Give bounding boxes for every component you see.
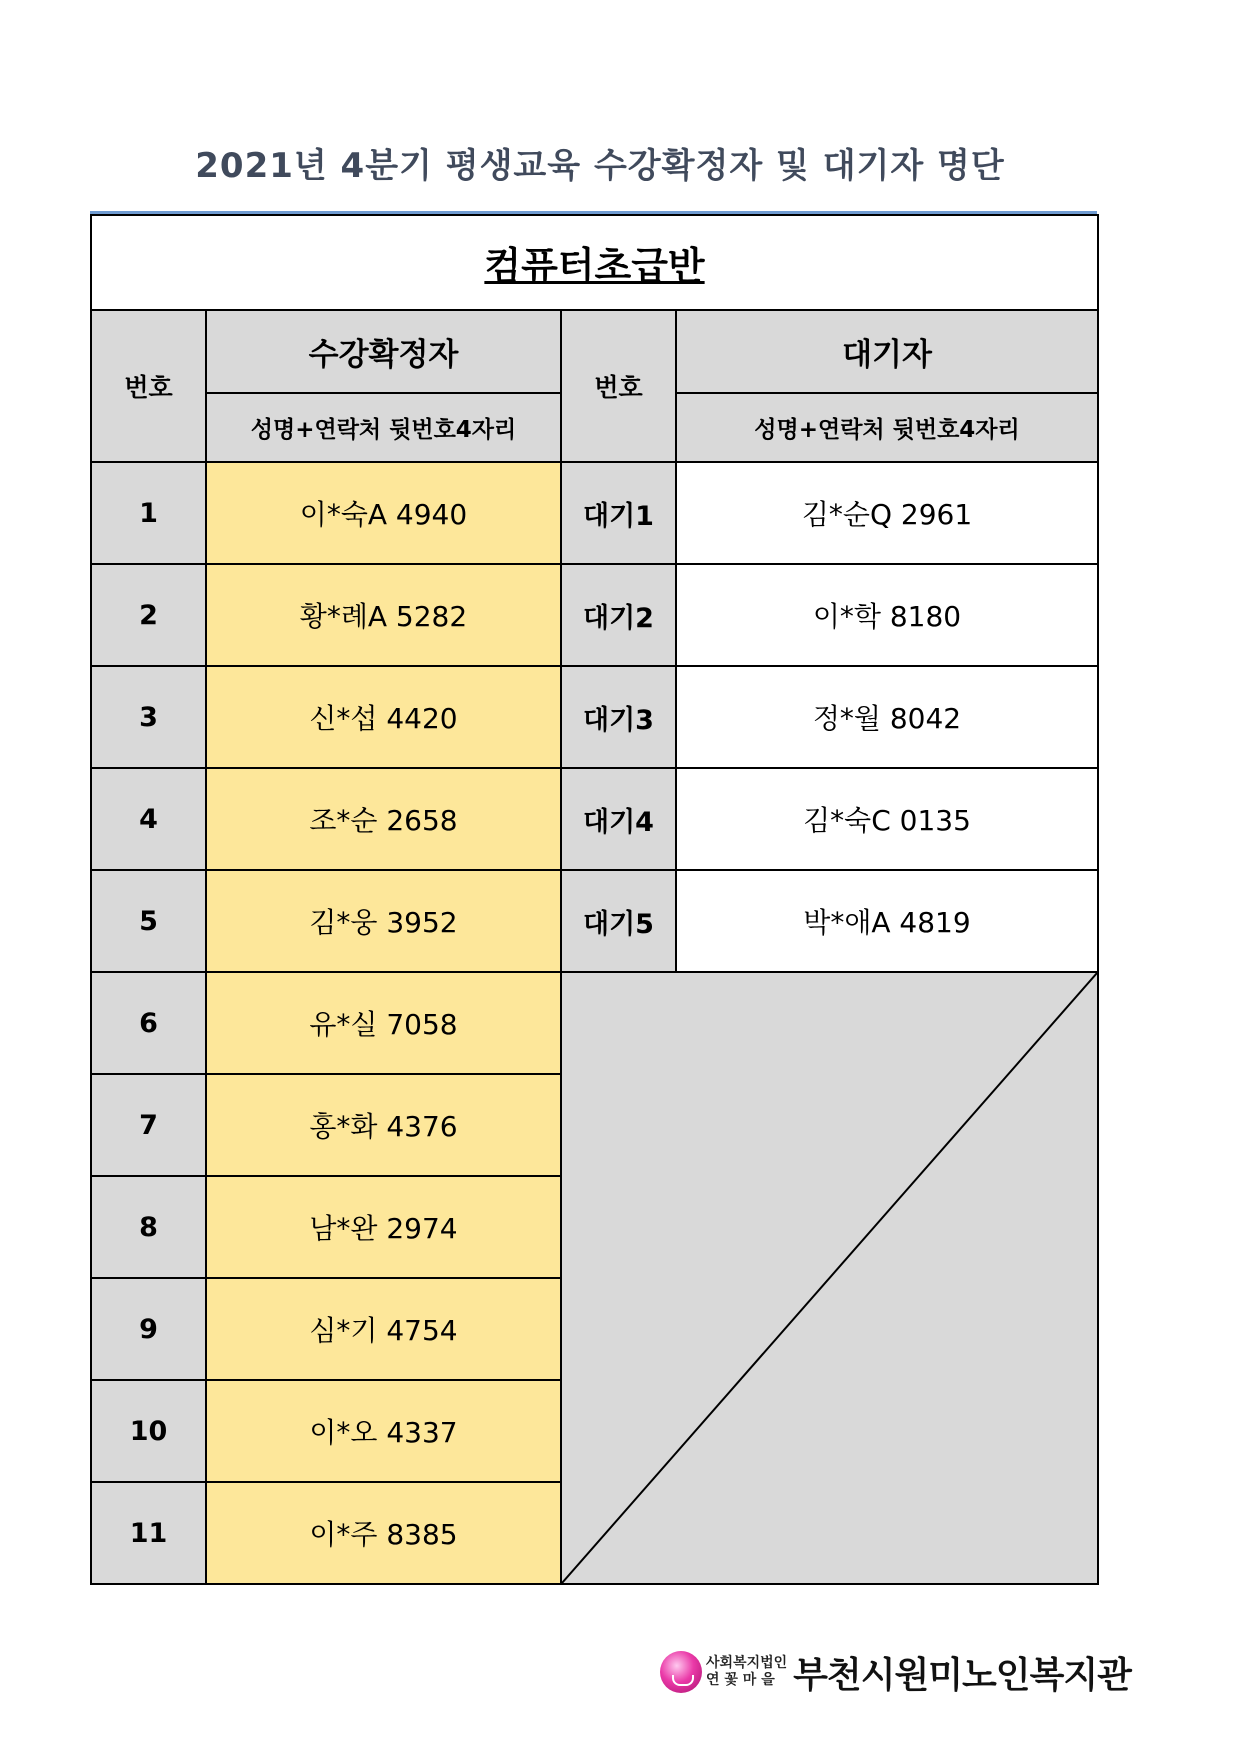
confirmed-name: 이*주 8385 (206, 1482, 561, 1584)
confirmed-number: 4 (91, 768, 206, 870)
table-row (91, 462, 1098, 564)
confirmed-number: 8 (91, 1176, 206, 1278)
waiting-name: 정*월 8042 (676, 666, 1098, 768)
lotus-emblem-icon (660, 1651, 702, 1693)
roster-table (90, 214, 1099, 1585)
waiting-name: 김*숙C 0135 (676, 768, 1098, 870)
center-name: 부천시원미노인복지관 (793, 1654, 1131, 1696)
confirmed-name: 이*숙A 4940 (206, 462, 561, 564)
waiting-name: 김*순Q 2961 (676, 462, 1098, 564)
confirmed-number: 10 (91, 1380, 206, 1482)
waiting-name: 이*학 8180 (676, 564, 1098, 666)
confirmed-name: 남*완 2974 (206, 1176, 561, 1278)
waiting-sub-header: 성명+연락처 뒷번호4자리 (676, 393, 1098, 462)
waiting-number: 대기3 (561, 666, 676, 768)
confirmed-number: 9 (91, 1278, 206, 1380)
confirmed-number: 2 (91, 564, 206, 666)
confirmed-name: 황*례A 5282 (206, 564, 561, 666)
waiting-number: 대기2 (561, 564, 676, 666)
confirmed-name: 심*기 4754 (206, 1278, 561, 1380)
table-row (91, 972, 1098, 1074)
confirmed-number: 11 (91, 1482, 206, 1584)
confirmed-number: 1 (91, 462, 206, 564)
confirmed-number: 7 (91, 1074, 206, 1176)
org-type-label: 사회복지법인 (706, 1655, 788, 1671)
waiting-header: 대기자 (676, 310, 1098, 393)
confirmed-number-header: 번호 (91, 310, 206, 462)
logo-subtitle (706, 1655, 787, 1689)
class-title: 컴퓨터초급반 (91, 215, 1098, 310)
confirmed-name: 김*웅 3952 (206, 870, 561, 972)
empty-waiting-area (561, 972, 1098, 1584)
table-row (91, 666, 1098, 768)
waiting-number: 대기4 (561, 768, 676, 870)
confirmed-number: 6 (91, 972, 206, 1074)
waiting-number: 대기5 (561, 870, 676, 972)
page-title: 2021년 4분기 평생교육 수강확정자 및 대기자 명단 (195, 146, 1005, 186)
table-row (91, 870, 1098, 972)
organization-logo (660, 1642, 1150, 1702)
waiting-number-header: 번호 (561, 310, 676, 462)
table-row (91, 768, 1098, 870)
confirmed-header: 수강확정자 (206, 310, 561, 393)
confirmed-name: 이*오 4337 (206, 1380, 561, 1482)
waiting-number: 대기1 (561, 462, 676, 564)
confirmed-number: 3 (91, 666, 206, 768)
confirmed-name: 신*섭 4420 (206, 666, 561, 768)
waiting-name: 박*애A 4819 (676, 870, 1098, 972)
confirmed-name: 유*실 7058 (206, 972, 561, 1074)
table-row (91, 564, 1098, 666)
confirmed-name: 조*순 2658 (206, 768, 561, 870)
confirmed-sub-header: 성명+연락처 뒷번호4자리 (206, 393, 561, 462)
org-name-label: 연 꽃 마 을 (706, 1672, 775, 1688)
confirmed-name: 홍*화 4376 (206, 1074, 561, 1176)
diagonal-strike (562, 973, 1097, 1583)
confirmed-number: 5 (91, 870, 206, 972)
